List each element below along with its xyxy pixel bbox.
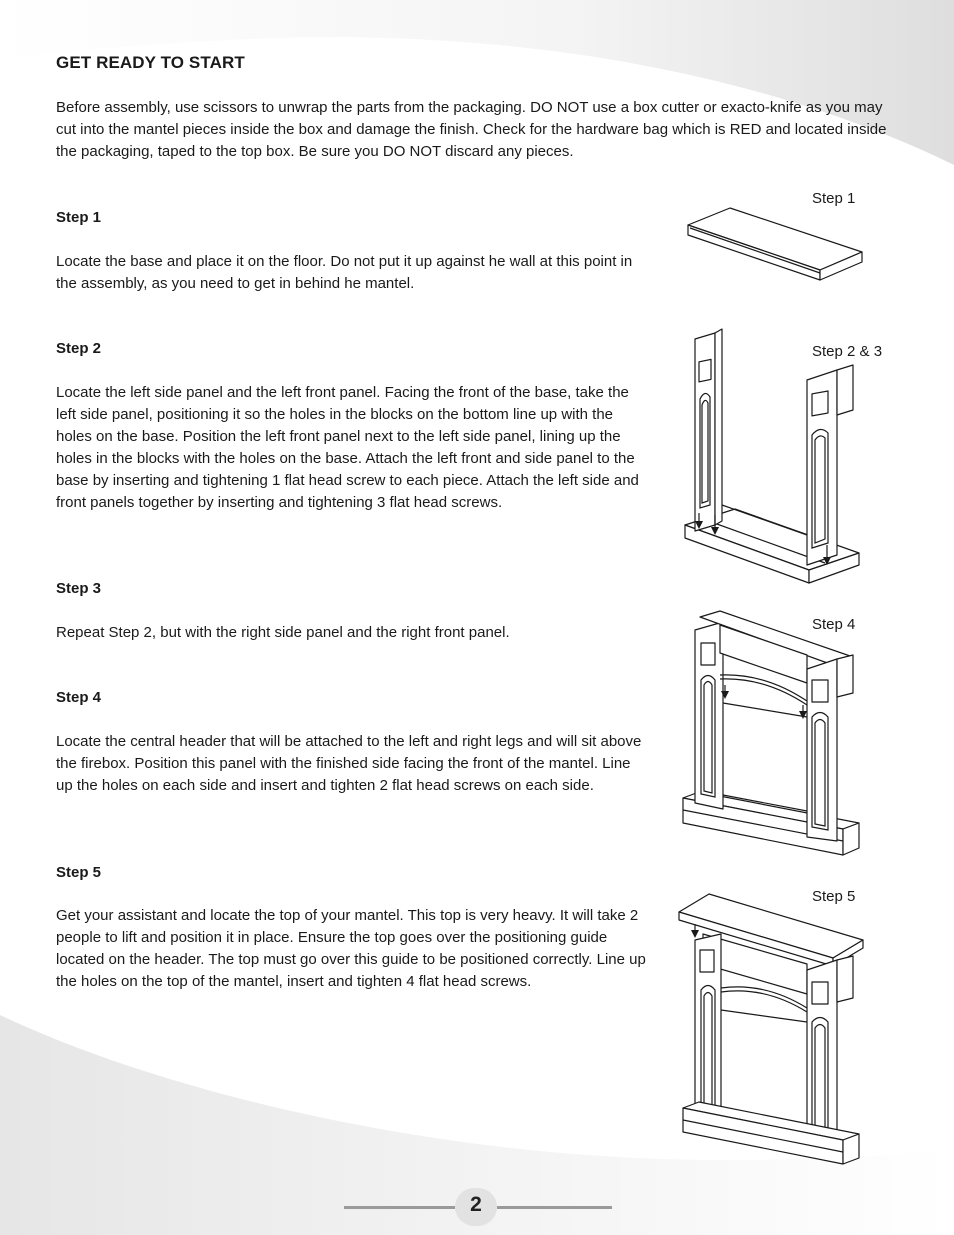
step-5-body: Get your assistant and locate the top of your mantel. This top is very heavy. It will take 2 people to lift and position it in place. Ensure the top goes over the positioning guide located on the header. The top must go over this guide to be positioned correctly. Line up the holes on the top of the mantel, insert and tighten 4 flat head screws.: [56, 907, 646, 990]
figure-label-step-1: Step 1: [812, 190, 856, 207]
step-1-title: Step 1: [56, 209, 102, 226]
figure-step-2-3-legs: [675, 325, 865, 590]
intro-paragraph: Before assembly, use scissors to unwrap the parts from the packaging. DO NOT use a box cutter or exacto-knife as you may cut into the mantel pieces inside the box and damage the finish. Check for the hardware bag which is RED and located inside the packaging, taped to the top box. Be sure you DO NOT discard any pieces.: [56, 99, 887, 160]
step-5-title: Step 5: [56, 864, 102, 881]
footer-rule-right: [497, 1206, 612, 1209]
figure-step-5-top: [675, 890, 865, 1170]
figure-label-step-4: Step 4: [812, 616, 856, 633]
step-1-body: Locate the base and place it on the floor. Do not put it up against he wall at this point in the assembly, as you need to get in behind he mantel.: [56, 253, 633, 292]
step-4-title: Step 4: [56, 689, 102, 706]
figure-label-step-2-3: Step 2 & 3: [812, 343, 883, 360]
step-3-title: Step 3: [56, 580, 102, 597]
figure-step-4-header: [675, 605, 865, 865]
page-number: 2: [470, 1193, 482, 1216]
step-2-body: Locate the left side panel and the left front panel. Facing the front of the base, take the left side panel, positioning it so the holes in the blocks on the bottom line up with the holes on the base. Position the left front panel next to the left side panel, lining up the holes in the blocks with the holes on the base. Attach the left front and side panel to the base by inserting and tightening 1 flat head screw to each piece. Attach the left side and front panels together by inserting and tightening 3 flat head screws.: [56, 384, 639, 511]
footer-rule-left: [344, 1206, 455, 1209]
page-heading: GET READY TO START: [56, 53, 245, 72]
step-3-body: Repeat Step 2, but with the right side panel and the right front panel.: [56, 624, 510, 641]
step-4-body: Locate the central header that will be attached to the left and right legs and will sit above the firebox. Position this panel with the finished side facing the front of the mantel. Line up the holes on each side and insert and tighten 2 flat head screws on each side.: [56, 733, 642, 794]
figure-step-1-base: [680, 200, 870, 290]
step-2-title: Step 2: [56, 340, 102, 357]
figure-label-step-5: Step 5: [812, 888, 856, 905]
